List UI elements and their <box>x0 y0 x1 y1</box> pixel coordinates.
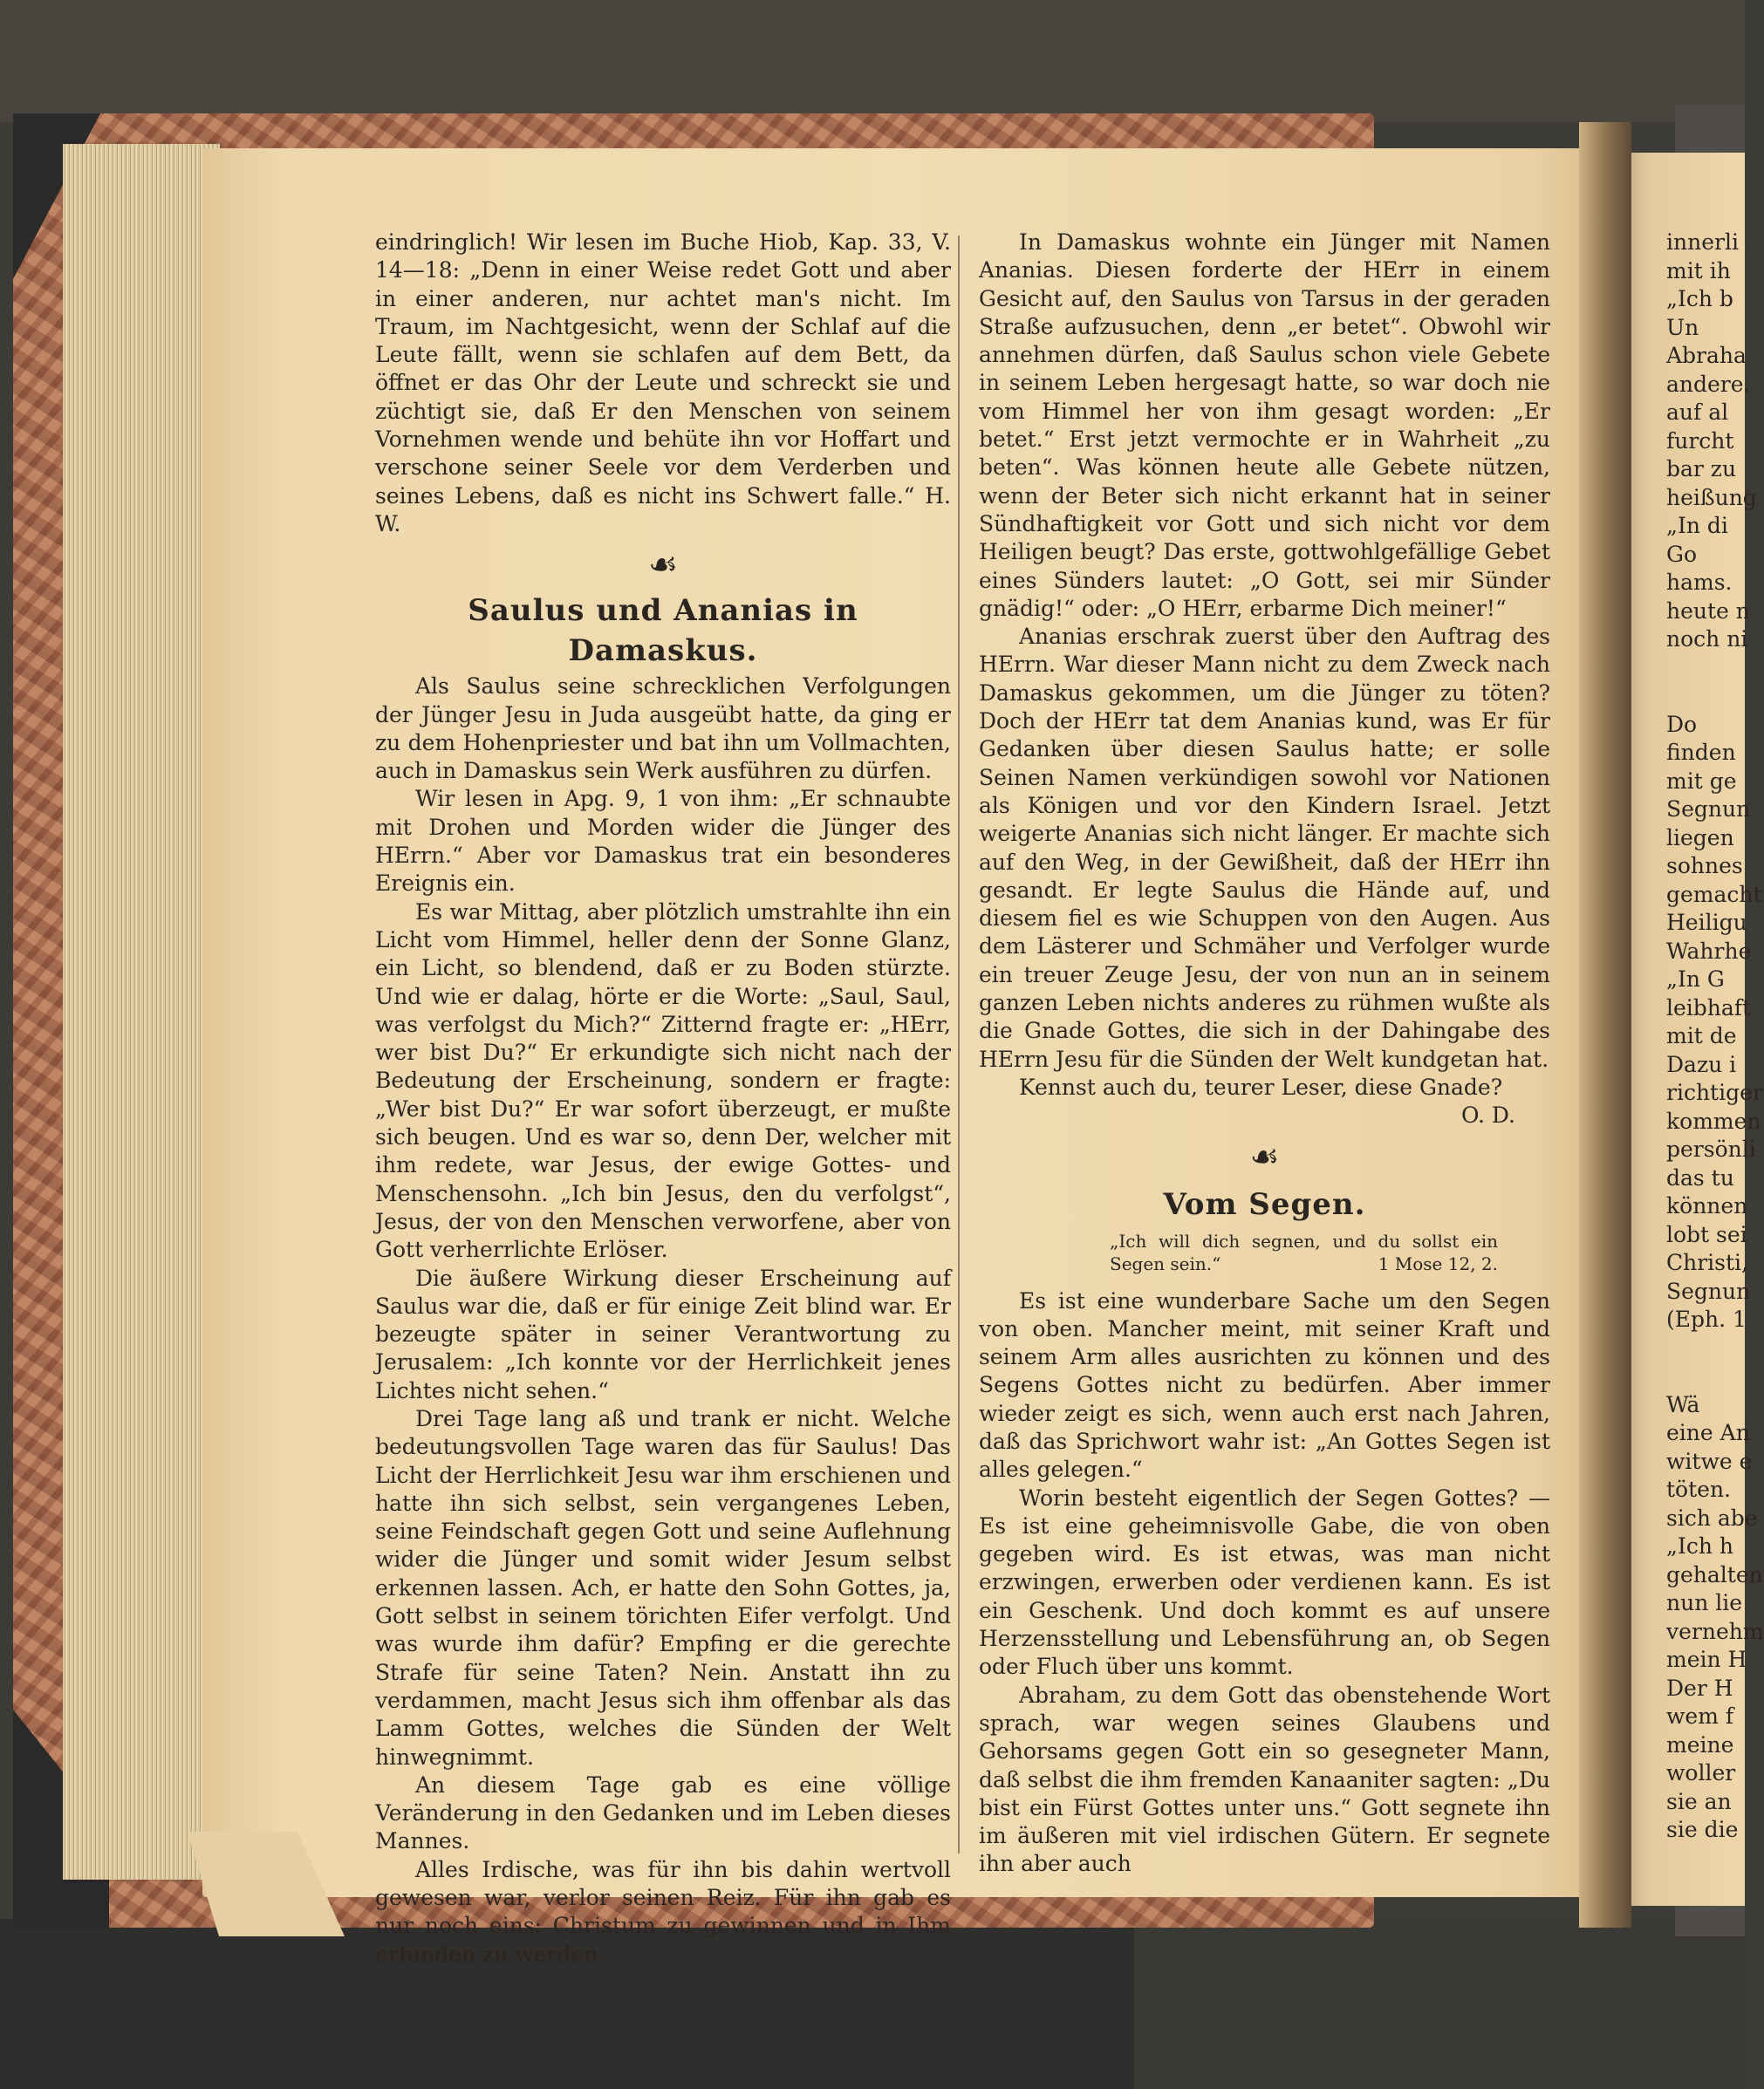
paragraph: Drei Tage lang aß und trank er nicht. Welche bedeutungsvollen Tage waren das für Saulus! Das Licht der Herrlichkeit Jesu war ihm erschienen und hatte ihn sich selbst, sein vergangenes Leben, seine Feindschaft gegen Gott und seine Auflehnung wider die Jünger und somit wider Jesum selbst erkennen lassen. Ach, er hatte den Sohn Gottes, ja, Gott selbst in seinem törichten Eifer verfolgt. Und was wurde ihm dafür? Empfing er die gerechte Strafe für seine Taten? Nein. Anstatt ihn zu verdammen, macht Jesus sich ihm offenbar als das Lamm Gottes, welches die Sünden der Welt hinwegnimmt. <box>375 1405 951 1770</box>
right-column <box>979 229 1550 1879</box>
next-page-line: gehalten <box>1666 1561 1763 1587</box>
next-page-line: furcht <box>1666 427 1734 454</box>
next-page-line: persönli <box>1666 1137 1756 1162</box>
next-page-line: auf al <box>1666 399 1729 425</box>
book-gutter <box>1579 122 1631 1928</box>
next-page-line <box>1666 654 1745 711</box>
paragraph: Worin besteht eigentlich der Segen Gottes? — Es ist eine geheimnisvolle Gabe, die von oben gegeben wird. Es ist etwas, was man nicht erzwingen, erwerben oder verdienen kann. Es ist ein Geschenk. Und doch kommt es auf unsere Herzensstellung und Lebensführung an, ob Segen oder Fluch über uns kommt. <box>979 1485 1550 1680</box>
next-page-line: Abraha <box>1666 343 1747 368</box>
next-page-line: das tu <box>1666 1164 1734 1191</box>
paragraph: Die äußere Wirkung dieser Erscheinung auf Saulus war die, daß er für einige Zeit blind war. Er bezeugte später in seiner Verantwortung zu Jerusalem: „Ich konnte vor der Herrlichkeit jenes Lichtes nicht sehen.“ <box>375 1265 951 1403</box>
next-page-line: töten. <box>1666 1477 1731 1502</box>
paragraph: Ananias erschrak zuerst über den Auftrag des HErrn. War dieser Mann nicht zu dem Zweck nach Damaskus gekommen, um die Jünger zu töten? Doch der HErr tat dem Ananias kund, was Er für Gedanken über diesen Saulus hatte; er solle Seinen Namen verkündigen sowohl vor Nationen als Königen und vor den Kindern Israel. Jetzt weigerte Ananias sich nicht länger. Er machte sich auf den Weg, in der Gewißheit, daß der HErr ihn gesandt. Er legte Saulus die Hände auf, und diesem fiel es wie Schuppen von den Augen. Aus dem Lästerer und Schmäher und Verfolger wurde ein treuer Zeuge Jesu, der von nun an in seinem ganzen Leben nichts anderes zu rühmen wußte als die Gnade Gottes, die sich in der Dahingabe des HErrn Jesu für die Sünden der Welt kundgetan hat. <box>979 624 1550 1072</box>
ornament-icon: ☙ <box>647 545 679 584</box>
next-page-line: mit ge <box>1666 768 1737 794</box>
next-page-line: witwe e <box>1666 1448 1753 1474</box>
next-page-line: können <box>1666 1193 1748 1219</box>
next-page-cropped-text <box>1666 229 1764 1886</box>
next-page-line: nun lie <box>1666 1590 1743 1615</box>
next-page-line: Go <box>1666 541 1698 567</box>
motto-reference: 1 Mose 12, 2. <box>1378 1253 1498 1274</box>
next-page-line: Der H <box>1666 1675 1733 1701</box>
next-page-line: Wä <box>1666 1391 1700 1417</box>
article-title-segen: Vom Segen. <box>1163 1186 1366 1222</box>
next-page-line: innerli <box>1666 229 1739 255</box>
next-page-line: eine An <box>1666 1420 1750 1445</box>
next-page-line: lobt sei <box>1666 1221 1747 1247</box>
next-page-line: heute n <box>1666 597 1750 624</box>
next-page-line: Segnun <box>1666 1278 1751 1304</box>
motto-quote <box>979 1230 1550 1275</box>
scan-background-top <box>0 0 1745 122</box>
paragraph: Kennst auch du, teurer Leser, diese Gnade? <box>1019 1074 1503 1100</box>
next-page-line: noch ni <box>1666 626 1748 652</box>
next-page-line: „Ich b <box>1666 286 1733 311</box>
paragraph: Es war Mittag, aber plötzlich umstrahlte ihn ein Licht vom Himmel, heller denn der Sonne Glanz, ein Licht, so blendend, daß er zu Boden stürzte. Und wie er dalag, hörte er die Worte: „Saul, Saul, was verfolgst du Mich?“ Zitternd fragte er: „HErr, wer bist Du?“ Er erkundigte sich nicht nach der Bedeutung der Erscheinung, sondern er fragte: „Wer bist Du?“ Er war sofort überzeugt, er mußte sich beugen. Und es war so, denn Der, welcher mit ihm redete, war Jesus, der ewige Gottes- und Menschensohn. „Ich bin Jesus, den du verfolgst“, Jesus, der von den Menschen verworfene, aber von Gott verherrlichte Erlöser. <box>375 898 951 1263</box>
paragraph: Abraham, zu dem Gott das obenstehende Wort sprach, war wegen seines Glaubens und Gehorsams gegen Gott ein so gesegneter Mann, daß selbst die ihm fremden Kanaaniter sagten: „Du bist ein Fürst Gottes unter uns.“ Gott segnete ihn im äußeren mit viel irdischen Gütern. Er segnete ihn aber auch <box>979 1682 1550 1877</box>
next-page-line: Wahrhe <box>1666 938 1752 964</box>
next-page-line: Segnun <box>1666 796 1751 822</box>
paragraph: In Damaskus wohnte ein Jünger mit Namen Ananias. Diesen forderte der HErr in einem Gesicht auf, den Saulus von Tarsus in der geraden Straße aufzusuchen, denn „er betet“. Obwohl wir annehmen dürfen, daß Saulus schon viele Gebete in seinem Leben hergesagt hatte, so war doch nie vom Himmel her von ihm gesagt worden: „Er betet.“ Erst jetzt vermochte er in Wahrheit „zu beten“. Was können heute alle Gebete nützen, wenn der Beter sich nicht erkannt hat in seiner Sündhaftigkeit vor Gott und sich nicht vor dem Heiligen beugt? Das erste, gottwohlgefällige Gebet eines Sünders lautet: „O Gott, sei mir Sünder gnädig!“ oder: „O HErr, erbarme Dich meiner!“ <box>979 229 1550 621</box>
ornament-icon: ☙ <box>1249 1137 1280 1176</box>
next-page-line: woller <box>1666 1760 1736 1785</box>
next-page-line: sie die <box>1666 1817 1739 1842</box>
next-page-line: „In G <box>1666 966 1725 992</box>
next-page-line: heißung <box>1666 484 1757 510</box>
left-column <box>375 229 951 1969</box>
next-page-line: wem f <box>1666 1703 1734 1729</box>
next-page-line <box>1666 1335 1745 1391</box>
next-page-line: Christi, <box>1666 1250 1748 1275</box>
next-page-line: richtiger <box>1666 1080 1763 1105</box>
next-page-line: leibhaft <box>1666 994 1752 1021</box>
scan-background-bottom-right <box>1134 1919 1745 2089</box>
next-page-line: Dazu i <box>1666 1051 1737 1077</box>
next-page-line: gemacht <box>1666 881 1762 907</box>
next-page-line: hams. <box>1666 570 1733 595</box>
paragraph-hiob: eindringlich! Wir lesen im Buche Hiob, Kap. 33, V. 14—18: „Denn in einer Weise redet Gott und aber in einer anderen, nur achtet man's nicht. Im Traum, im Nachtgesicht, wenn der Schlaf auf die Leute fällt, wenn sie schlafen auf dem Bett, da öffnet er das Ohr der Leute und schreckt sie und züchtigt sie, daß Er den Menschen von seinem Vornehmen wende und behüte ihn vor Hoffart und verschone seiner Seele vor dem Verderben und seines Lebens, daß es nicht ins Schwert falle.“ H. W. <box>375 229 951 536</box>
next-page-line: mit ih <box>1666 257 1731 283</box>
motto-text: „Ich will dich segnen, und du sollst ein Segen sein.“ <box>1110 1230 1498 1274</box>
next-page-line: vernehm <box>1666 1618 1764 1644</box>
next-page-line: sohnes <box>1666 853 1743 878</box>
next-page-line: Do <box>1666 711 1698 737</box>
next-page-line: (Eph. 1 <box>1666 1307 1747 1332</box>
next-page-line: sich abe <box>1666 1505 1758 1531</box>
article-title-saulus: Saulus und Ananias in Damaskus. <box>468 593 858 669</box>
paragraph: Es ist eine wunderbare Sache um den Segen von oben. Mancher meint, mit seiner Kraft und seinem Arm alles ausrichten zu können und des Segens Gottes nicht zu bedürfen. Aber immer wieder zeigt es sich, wenn auch erst nach Jahren, daß das Sprichwort wahr ist: „An Gottes Segen ist alles gelegen.“ <box>979 1287 1550 1483</box>
paragraph: Alles Irdische, was für ihn bis dahin wertvoll gewesen war, verlor seinen Reiz. Für ihn gab es nur noch eins: Christum zu gewinnen und in Ihm erfunden zu werden <box>375 1856 951 1967</box>
paragraph: Als Saulus seine schrecklichen Verfolgungen der Jünger Jesu in Juda ausgeübt hatte, da ging er zu dem Hohenpriester und bat ihn um Vollmachten, auch in Damaskus sein Werk ausführen zu dürfen. <box>375 673 951 784</box>
paragraph: An diesem Tage gab es eine völlige Veränderung in den Gedanken und im Leben dieses Mannes. <box>375 1772 951 1854</box>
next-page-line: finden <box>1666 740 1736 765</box>
paragraph: Wir lesen in Apg. 9, 1 von ihm: „Er schnaubte mit Drohen und Morden wider die Jünger des HErrn.“ Aber vor Damaskus trat ein besonderes Ereignis ein. <box>375 786 951 897</box>
next-page-line: Un <box>1666 314 1699 340</box>
page-edges <box>63 144 220 1880</box>
column-divider <box>958 236 960 1853</box>
next-page-line: kommen <box>1666 1108 1761 1134</box>
next-page-line: sie an <box>1666 1788 1732 1814</box>
author-signature: O. D. <box>1460 1103 1515 1129</box>
next-page-line: bar zu <box>1666 456 1737 481</box>
next-page-line: „In di <box>1666 513 1728 538</box>
next-page-line: Heiligu <box>1666 910 1747 935</box>
next-page-line: meine <box>1666 1731 1734 1758</box>
next-page-line: liegen <box>1666 824 1734 850</box>
next-page-line: mit de <box>1666 1023 1737 1048</box>
next-page-line: andere. <box>1666 371 1751 397</box>
next-page-line: mein H <box>1666 1647 1747 1672</box>
next-page-line: „Ich h <box>1666 1533 1733 1559</box>
